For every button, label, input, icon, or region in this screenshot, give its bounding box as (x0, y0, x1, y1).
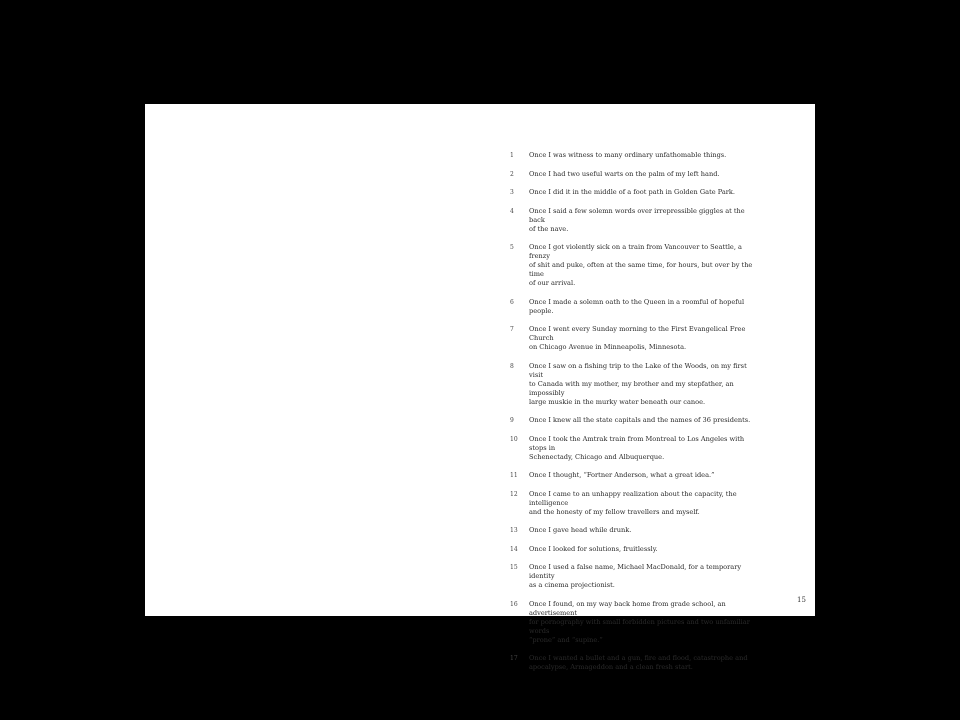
list-item (510, 151, 760, 160)
item-number: 10 (510, 435, 518, 443)
list-item (510, 207, 760, 234)
list-item (510, 298, 760, 316)
item-text: Once I did it in the middle of a foot path in Golden Gate Park. (529, 188, 736, 196)
item-text: Once I said a few solemn words over irrepressible giggles at the back of the nave. (529, 206, 745, 233)
page-number: 15 (797, 596, 806, 604)
item-number: 1 (510, 152, 514, 159)
item-text: Once I had two useful warts on the palm of my left hand. (529, 169, 720, 178)
item-text: Once I came to an unhappy realization about the capacity, the intelligence and the honesty of my fellow travellers and myself. (529, 489, 737, 516)
list-item (510, 416, 760, 425)
list-item (510, 435, 760, 462)
list-item (510, 188, 760, 197)
list-item (510, 243, 760, 288)
list-item (510, 600, 760, 645)
item-number: 6 (510, 298, 514, 306)
list-item (510, 362, 760, 407)
numbered-list (510, 151, 760, 672)
list-item (510, 563, 760, 590)
item-text: Once I got violently sick on a train from Vancouver to Seattle, a frenzy of shit and puke, often at the same time, for hours, but over by the time of our arrival. (529, 243, 753, 287)
item-number: 11 (510, 472, 518, 479)
list-item (510, 654, 760, 672)
item-number: 17 (510, 655, 518, 662)
item-text: Once I thought, “Fortner Anderson, what a great idea.” (529, 471, 715, 479)
item-number: 15 (510, 564, 518, 571)
item-number: 3 (510, 189, 514, 196)
book-spread (145, 104, 815, 671)
item-number: 8 (510, 362, 514, 370)
item-number: 5 (510, 244, 514, 251)
item-text: Once I found, on my way back home from grade school, an advertisement for pornography with small forbidden pictures and two unfamiliar words “prone” and “supine.” (529, 599, 750, 644)
item-number: 16 (510, 600, 518, 608)
item-text: Once I was witness to many ordinary unfathomable things. (529, 151, 727, 159)
item-number: 12 (510, 490, 518, 498)
list-item (510, 526, 760, 535)
item-text: Once I made a solemn oath to the Queen in a roomful of hopeful people. (529, 297, 745, 315)
item-text: Once I gave head while drunk. (529, 526, 632, 534)
item-number: 14 (510, 545, 518, 553)
item-text: Once I went every Sunday morning to the First Evangelical Free Church on Chicago Avenue in Minneapolis, Minnesota. (529, 325, 746, 351)
item-text: Once I saw on a fishing trip to the Lake of the Woods, on my first visit to Canada with my mother, my brother and my stepfather, an impossibly large muskie in the murky water beneath our canoe. (529, 361, 747, 406)
item-text: Once I knew all the state capitals and the names of 36 presidents. (529, 416, 751, 424)
item-number: 13 (510, 527, 518, 534)
item-number: 9 (510, 417, 514, 424)
list-item (510, 170, 760, 179)
list-item (510, 545, 760, 554)
item-number: 4 (510, 207, 514, 215)
item-number: 2 (510, 170, 514, 178)
item-text: Once I used a false name, Michael MacDonald, for a temporary identity as a cinema projectionist. (529, 563, 742, 589)
list-item (510, 471, 760, 480)
item-number: 7 (510, 326, 514, 333)
item-text: Once I took the Amtrak train from Montreal to Los Angeles with stops in Schenectady, Chicago and Albuquerque. (529, 434, 745, 461)
item-text: Once I looked for solutions, fruitlessly. (529, 544, 658, 553)
list-item (510, 490, 760, 517)
list-item (510, 325, 760, 352)
item-text: Once I wanted a bullet and a gun, fire and flood, catastrophe and apocalypse, Armageddon and a clean fresh start. (529, 654, 748, 671)
